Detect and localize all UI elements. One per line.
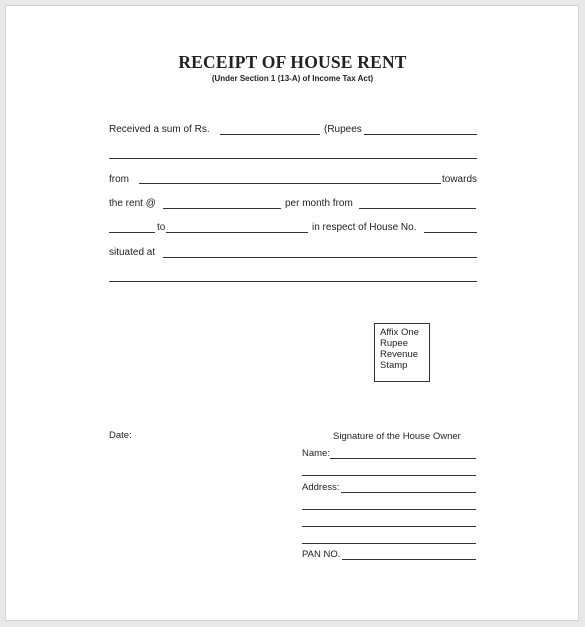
rent-rate-field[interactable] <box>163 208 281 209</box>
amount-in-words-field[interactable] <box>364 134 477 135</box>
house-no-field[interactable] <box>424 232 477 233</box>
revenue-stamp-box <box>374 323 430 382</box>
owner-address-line-3[interactable] <box>302 526 476 527</box>
amount-field[interactable] <box>220 134 320 135</box>
rent-rate-label: the rent @ <box>109 198 156 209</box>
stamp-line: Stamp <box>380 360 408 371</box>
to-label: to <box>157 222 166 233</box>
page-subtitle: (Under Section 1 (13-A) of Income Tax Act) <box>211 74 374 83</box>
address-continued-field[interactable] <box>109 281 477 282</box>
owner-name-continued-field[interactable] <box>302 475 476 476</box>
owner-name-field[interactable] <box>330 458 476 459</box>
received-label: Received a sum of Rs. <box>109 124 210 135</box>
pan-label: PAN NO. <box>302 549 341 560</box>
situated-at-label: situated at <box>109 247 156 258</box>
period-start-field[interactable] <box>109 232 155 233</box>
address-field[interactable] <box>163 257 477 258</box>
owner-address-line-4[interactable] <box>302 543 476 544</box>
owner-address-line-2[interactable] <box>302 509 476 510</box>
owner-address-field[interactable] <box>341 492 476 493</box>
towards-label: towards <box>442 174 478 185</box>
page-title: RECEIPT OF HOUSE RENT <box>178 52 407 72</box>
date-label: Date: <box>109 430 132 441</box>
period-to-field[interactable] <box>166 232 308 233</box>
amount-in-words-continued-field[interactable] <box>109 158 477 159</box>
stamp-line: Revenue <box>380 349 419 360</box>
period-from-field[interactable] <box>359 208 476 209</box>
pan-number-field[interactable] <box>342 559 476 560</box>
tenant-name-field[interactable] <box>139 183 441 184</box>
address-label: Address: <box>302 482 340 493</box>
from-label: from <box>109 174 129 185</box>
name-label: Name: <box>302 448 330 459</box>
document-page <box>5 5 579 621</box>
rupees-label: (Rupees <box>324 124 362 135</box>
stamp-line: Affix One <box>380 327 419 338</box>
per-month-from-label: per month from <box>285 198 353 209</box>
house-no-label: in respect of House No. <box>312 222 417 233</box>
stamp-line: Rupee <box>380 338 408 349</box>
signature-label: Signature of the House Owner <box>333 431 461 442</box>
